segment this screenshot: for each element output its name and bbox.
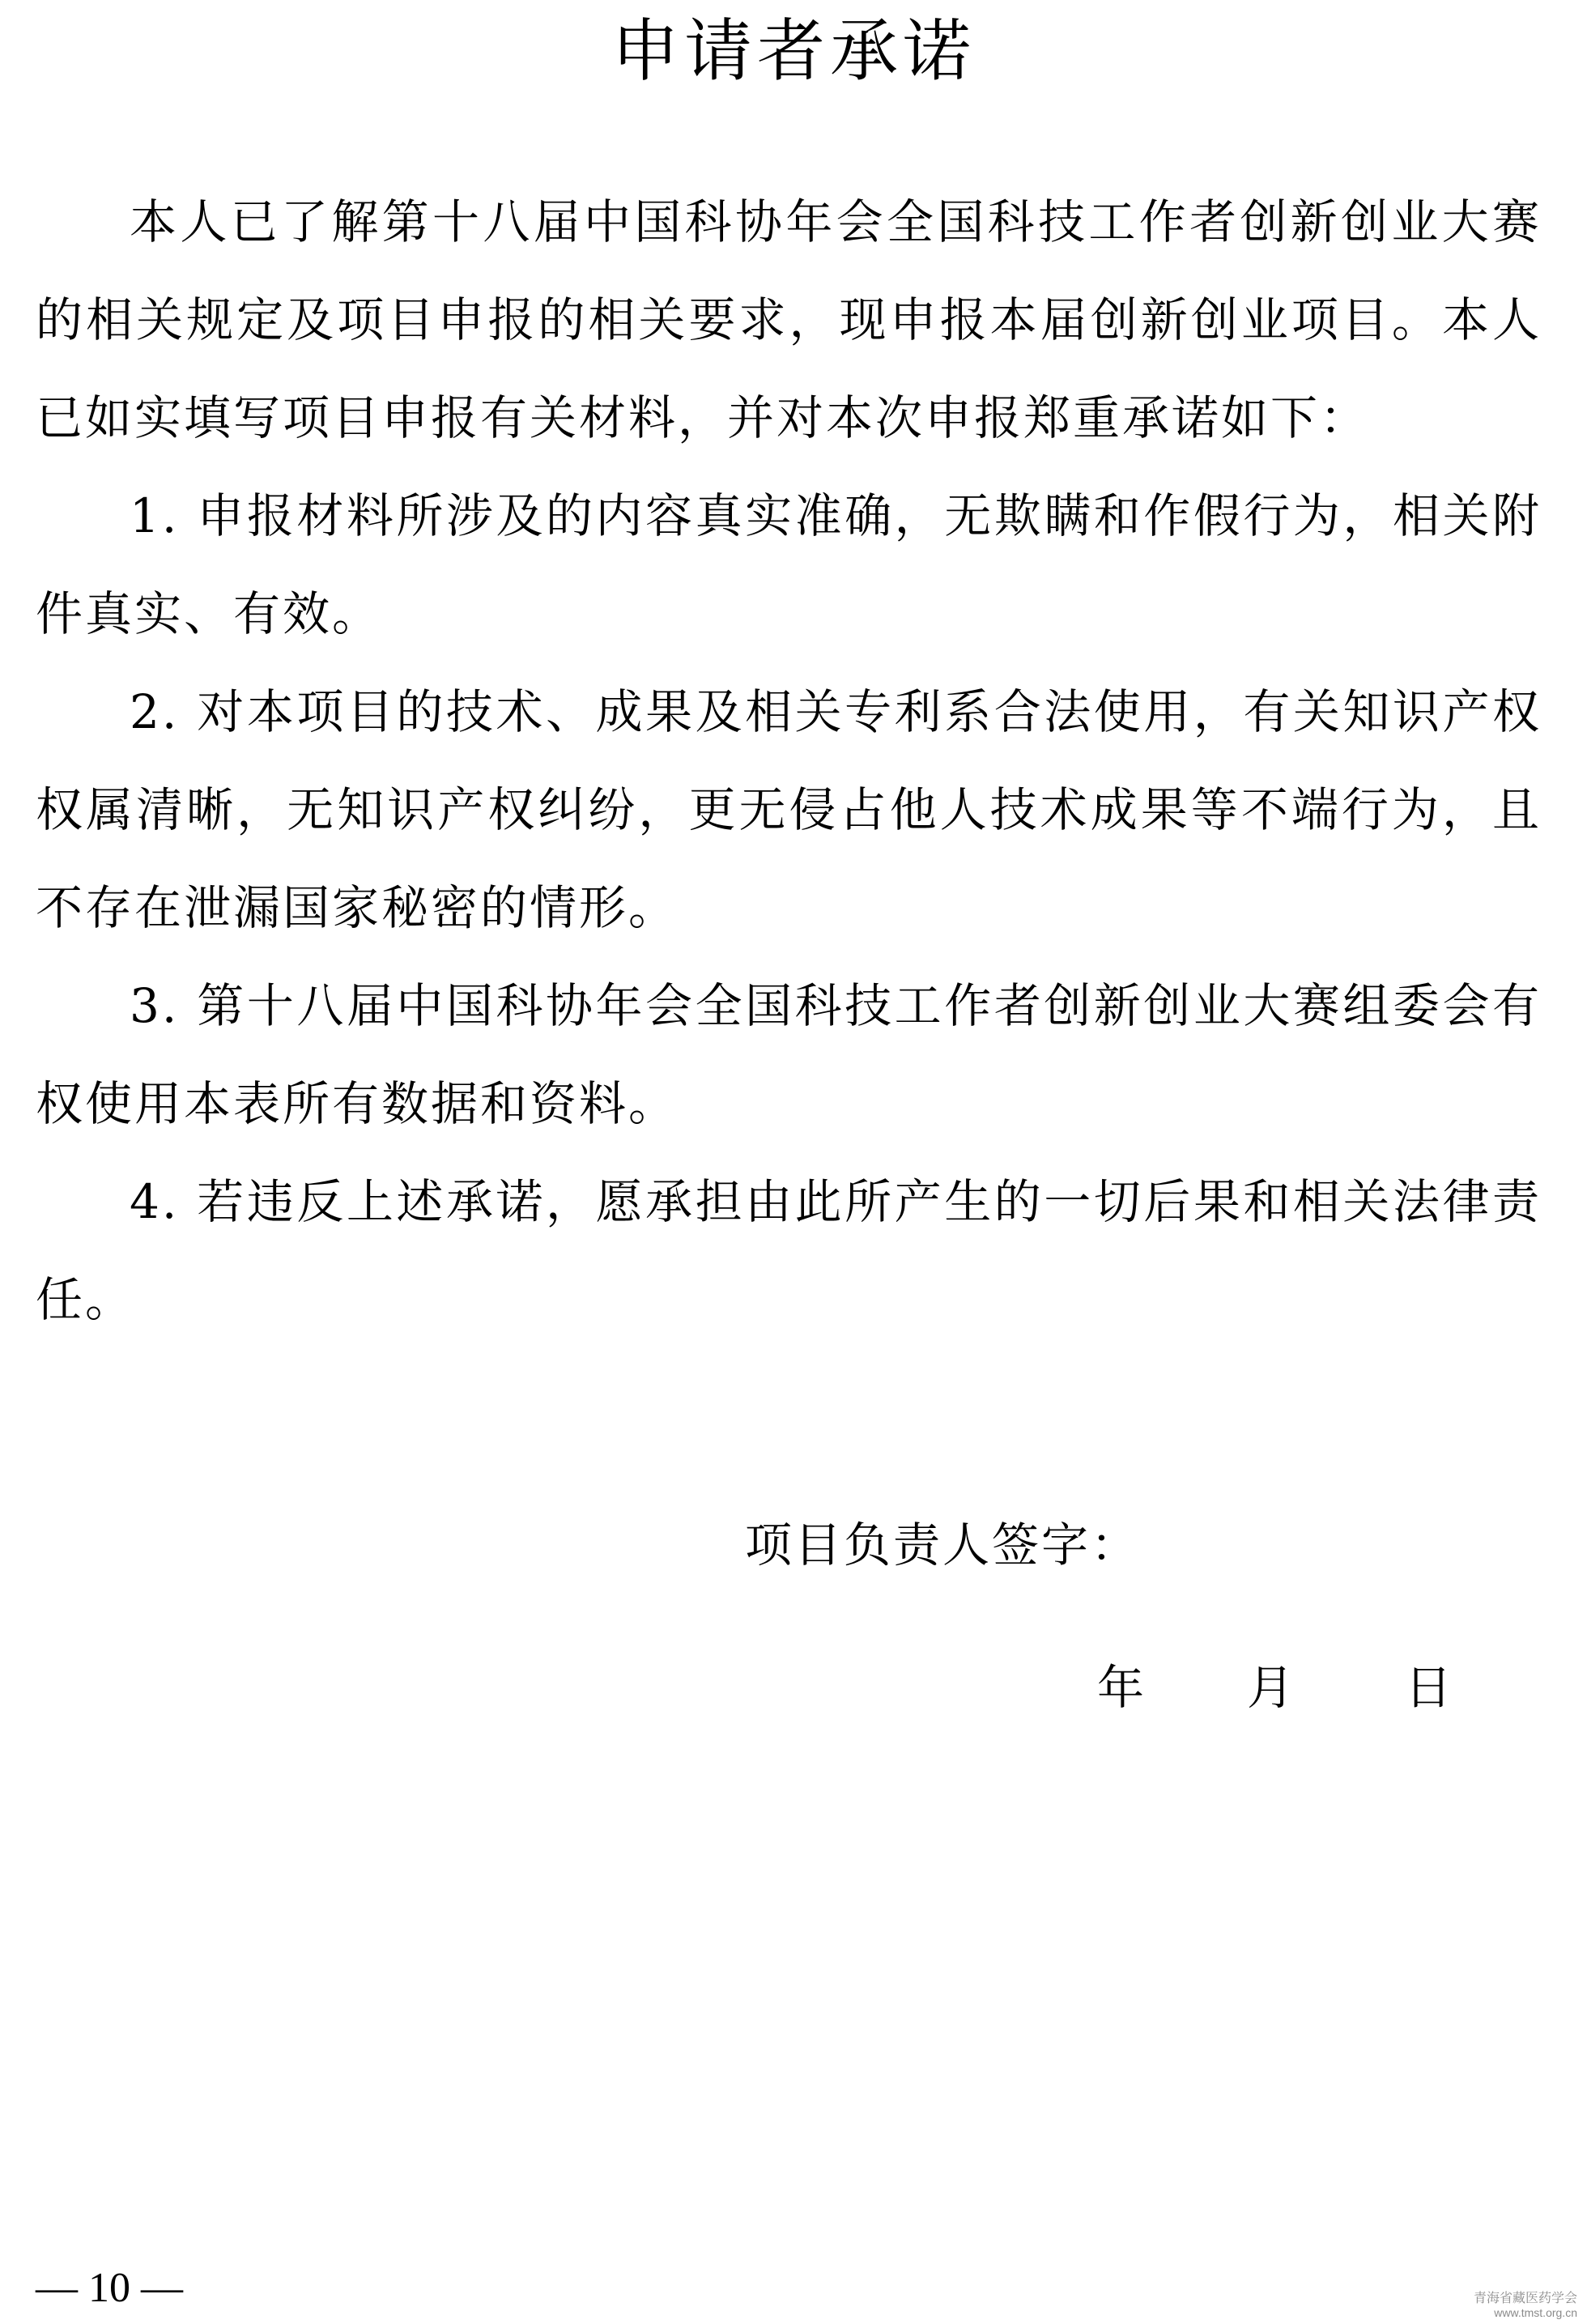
signature-label: 项目负责人签字： bbox=[745, 1517, 1141, 1573]
commitment-item-2: 2. 对本项目的技术、成果及相关专利系合法使用，有关知识产权权属清晰，无知识产权纠纷，更无侵占他人技术成果等不端行为，且不存在泄漏国家秘密的情形。 bbox=[36, 684, 1542, 935]
page-number: — 10 — bbox=[36, 2265, 183, 2311]
watermark-url: www.tmst.org.cn bbox=[1494, 2306, 1577, 2319]
commitment-item-1: 1. 申报材料所涉及的内容真实准确，无欺瞒和作假行为，相关附件真实、有效。 bbox=[36, 488, 1542, 641]
date-month-label: 月 bbox=[1247, 1660, 1295, 1715]
document-title: 申请者承诺 bbox=[611, 11, 976, 91]
commitment-body bbox=[36, 173, 1542, 1349]
date-day-label: 日 bbox=[1405, 1660, 1453, 1715]
commitment-item-3: 3. 第十八届中国科协年会全国科技工作者创新创业大赛组委会有权使用本表所有数据和资料。 bbox=[36, 978, 1542, 1131]
commitment-item-4: 4. 若违反上述承诺，愿承担由此所产生的一切后果和相关法律责任。 bbox=[36, 1174, 1542, 1327]
site-watermark bbox=[1456, 2292, 1577, 2319]
watermark-org-name: 青海省藏医药学会 bbox=[1473, 2292, 1577, 2305]
date-year-label: 年 bbox=[1097, 1660, 1145, 1715]
intro-paragraph: 本人已了解第十八届中国科协年会全国科技工作者创新创业大赛的相关规定及项目申报的相关要求，现申报本届创新创业项目。本人已如实填写项目申报有关材料，并对本次申报郑重承诺如下： bbox=[36, 194, 1542, 445]
